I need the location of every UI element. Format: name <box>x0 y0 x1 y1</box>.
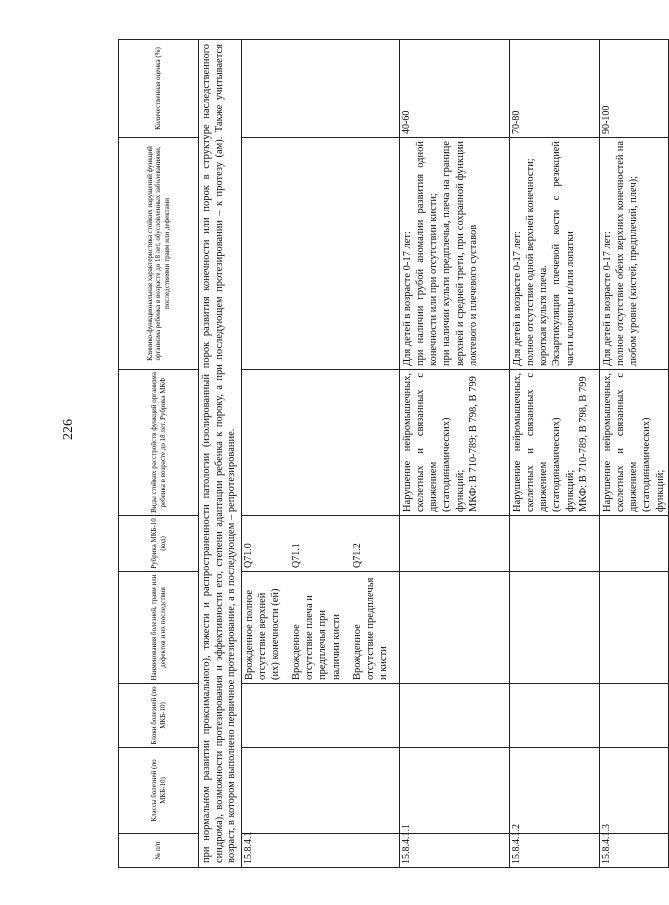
clinical-line: полное отсутствие одной верхней конечности; <box>525 158 537 366</box>
row-diagnoses <box>510 572 600 684</box>
row-class <box>600 748 669 834</box>
rotated-table-container <box>118 40 666 868</box>
row-score: 40-60 <box>400 40 510 138</box>
header-clinical-characteristic: Клинико-функциональная характеристика стойких нарушений функций организма ребенка в возрасте до 18 лет, обусловленных заболеваниями, последствиями травм или дефектами <box>119 138 199 370</box>
row-num: 15.8.4.1.3 <box>600 834 669 868</box>
row-score <box>241 40 399 138</box>
intro-text: при нормальном развитии проксимального), тяжести и распространенности патологии (изолированный порок развития конечности или порок в структуре наследственного синдрома), возможности протезирования и эффективности его, степени адаптации ребенка к пороку, а при последующем протезировании – к протезу (ам). Также учитывается возраст, в котором выполнено первичное протезирование, а в последующем – репротезирование. <box>199 40 242 868</box>
row-class <box>510 748 600 834</box>
diagnosis-name: Врожденное полное отсутствие верхней (их) конечности (ей) <box>243 588 282 680</box>
icf-codes: МКФ: B 710-789, B 798, B 799 <box>577 376 589 512</box>
row-icd-codes <box>241 516 399 572</box>
row-func <box>400 370 510 516</box>
table-row <box>400 40 510 868</box>
header-icd-code: Рубрика МКБ-10 (код) <box>119 516 199 572</box>
row-diagnoses <box>600 572 669 684</box>
row-score: 90-100 <box>600 40 669 138</box>
function-text: Нарушение нейромышечных, скелетных и связанных с движением (статодинамических) функций; <box>402 373 466 512</box>
page-number: 226 <box>61 419 76 440</box>
header-blocks: Блоки болезней (по МКБ-10) <box>119 684 199 748</box>
clinical-line: Экзартикуляция плечевой кости с резекцией части ключицы и/или лопатки <box>551 141 576 366</box>
clinical-line: Для детей в возрасте 0-17 лет: <box>402 231 414 366</box>
icd-code: Q71.1 <box>291 543 303 568</box>
table-row <box>241 40 399 868</box>
table-row <box>600 40 669 868</box>
row-icd-codes <box>510 516 600 572</box>
row-class <box>400 748 510 834</box>
row-diagnoses <box>400 572 510 684</box>
row-num: 15.8.4.1 <box>241 834 399 868</box>
row-num: 15.8.4.1.2 <box>510 834 600 868</box>
row-block <box>510 684 600 748</box>
row-diagnoses <box>241 572 399 684</box>
header-quantitative-score: Количественная оценка (%) <box>119 40 199 138</box>
header-classes: Классы болезней (по МКБ-10) <box>119 748 199 834</box>
row-clinical <box>600 138 669 370</box>
intro-row <box>199 40 242 868</box>
header-disease-names: Наименования болезней, травм или дефектов и их последствия <box>119 572 199 684</box>
row-func <box>241 370 399 516</box>
row-score: 70-80 <box>510 40 600 138</box>
icd-code: Q71.0 <box>242 543 254 568</box>
clinical-line: короткая культя плеча. <box>538 265 550 366</box>
header-num: № п/п <box>119 834 199 868</box>
clinical-line: при наличии культи предплечья, плеча на границе верхней и средней трети, при сохранной функции локтевого и плечевого суставов <box>441 141 479 366</box>
disability-criteria-table <box>118 39 669 868</box>
header-function-types: Виды стойких расстройств функций организма ребенка в возрасте до 18 лет. Рубрика МКФ <box>119 370 199 516</box>
row-clinical <box>400 138 510 370</box>
function-text: Нарушение нейромышечных, скелетных и связанных с движением (статодинамических) функций; <box>512 373 576 512</box>
row-block <box>241 684 399 748</box>
header-row <box>119 40 199 868</box>
table-row <box>510 40 600 868</box>
row-num: 15.8.4.1.1 <box>400 834 510 868</box>
row-icd-codes <box>400 516 510 572</box>
clinical-line: Для детей в возрасте 0-17 лет: <box>512 231 524 366</box>
row-block <box>600 684 669 748</box>
diagnosis-name: Врожденное отсутствие плеча и предплечья при наличии кисти <box>291 595 342 680</box>
row-func <box>510 370 600 516</box>
row-class <box>241 748 399 834</box>
row-icd-codes <box>600 516 669 572</box>
row-func <box>600 370 669 516</box>
clinical-line: при наличии грубой аномалии развития одной конечности или при отсутствии кисти; <box>415 141 440 366</box>
icd-code: Q71.2 <box>351 543 363 568</box>
row-clinical <box>510 138 600 370</box>
row-block <box>400 684 510 748</box>
icf-codes: МКФ: B 710-789; B 798, B 799 <box>467 376 479 512</box>
diagnosis-name: Врожденное отсутствие предплечья и кисти <box>351 577 389 680</box>
clinical-line: полное отсутствие обеих верхних конечностей на любом уровне (кистей, предплечий, плеч); <box>615 141 640 366</box>
function-text: Нарушение нейромышечных, скелетных и связанных с движением (статодинамических) функций; <box>602 373 666 512</box>
row-clinical <box>241 138 399 370</box>
clinical-line: Для детей в возрасте 0-17 лет: <box>602 231 614 366</box>
